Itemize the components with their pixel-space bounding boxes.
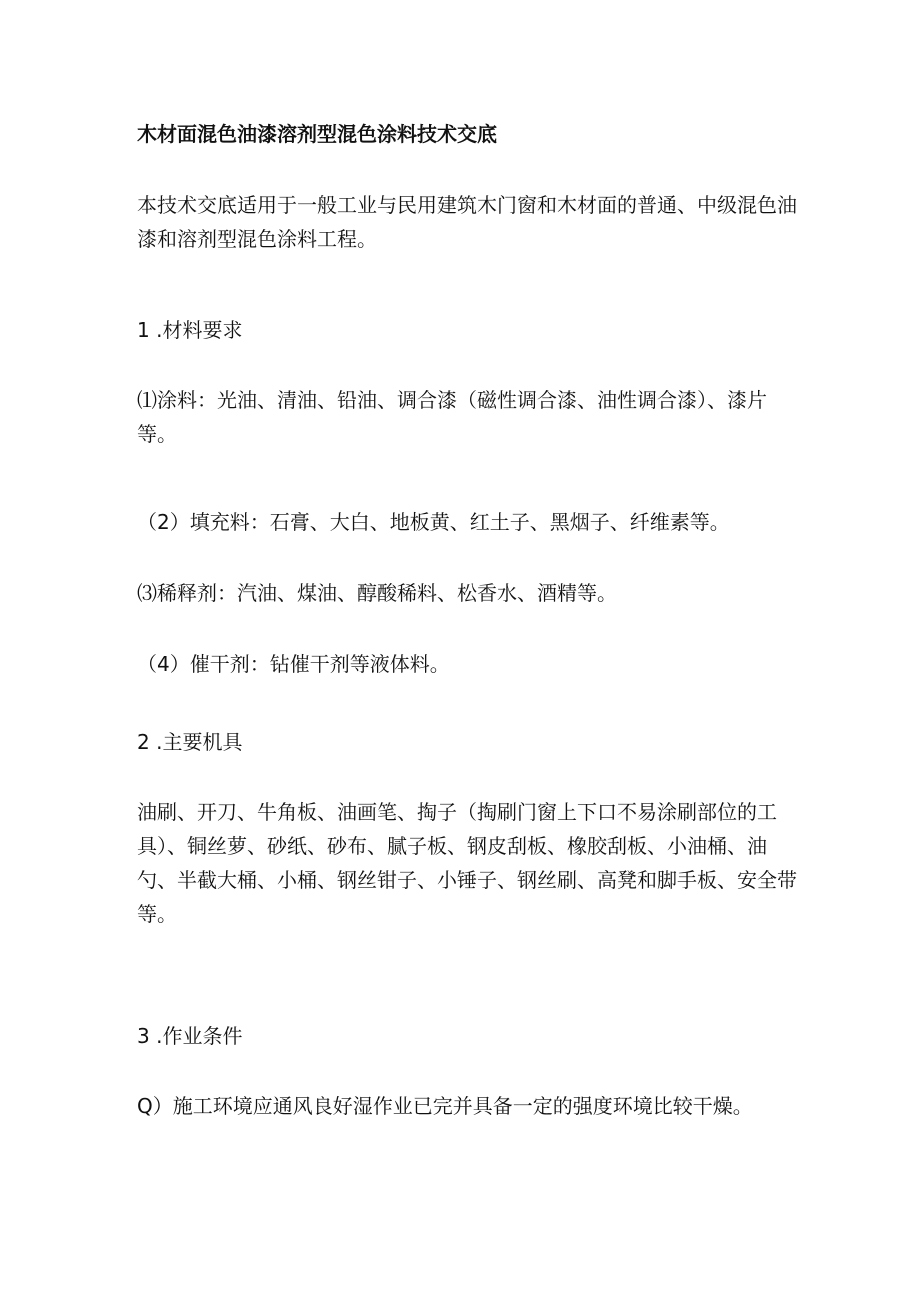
section-1-item-4: （4）催干剂：钻催干剂等液体料。: [137, 652, 450, 676]
section-1-item-2: （2）填充料：石膏、大白、地板黄、红土子、黑烟子、纤维素等。: [137, 510, 730, 534]
section-2-paragraph: 油刷、开刀、牛角板、油画笔、掏子（掏刷门窗上下口不易涂刷部位的工具）、铜丝萝、砂纸、砂布、腻子板、钢皮刮板、橡胶刮板、小油桶、油勺、半截大桶、小桶、钢丝钳子、小锤子、钢丝刷、高凳和脚手板、安全带等。: [137, 800, 797, 926]
section-2-heading: 2 .主要机具: [137, 730, 243, 754]
section-1-heading: 1 .材料要求: [137, 318, 243, 342]
section-1-item-1: ⑴涂料：光油、清油、铅油、调合漆（磁性调合漆、油性调合漆）、漆片等。: [137, 388, 767, 446]
section-3-heading: 3 .作业条件: [137, 1024, 243, 1048]
section-1-item-3: ⑶稀释剂：汽油、煤油、醇酸稀料、松香水、酒精等。: [137, 581, 617, 605]
intro-paragraph: 本技术交底适用于一般工业与民用建筑木门窗和木材面的普通、中级混色油漆和溶剂型混色涂料工程。: [137, 193, 797, 251]
section-3-item-1: Q）施工环境应通风良好湿作业已完并具备一定的强度环境比较干燥。: [137, 1094, 753, 1118]
document-title: 木材面混色油漆溶剂型混色涂料技术交底: [137, 122, 497, 146]
